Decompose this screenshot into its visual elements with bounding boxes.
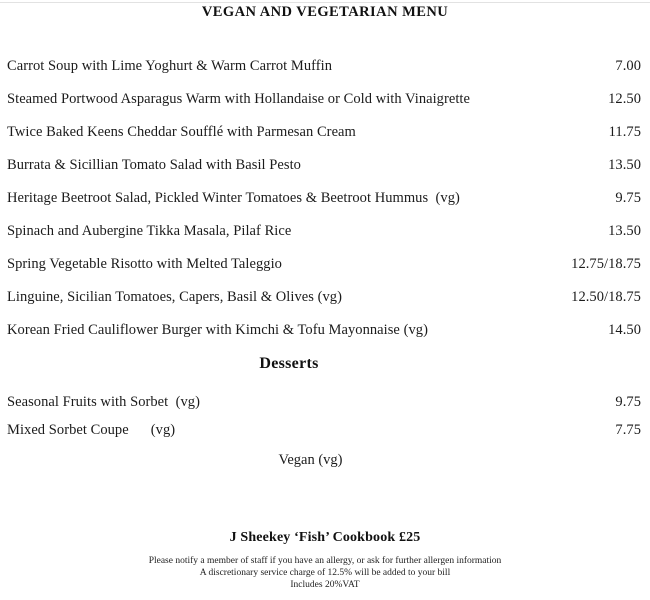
service-charge-note: A discretionary service charge of 12.5% will be added to your bill xyxy=(199,567,451,578)
dish-row xyxy=(7,223,641,256)
dessert-price: 7.75 xyxy=(615,422,641,438)
dessert-list xyxy=(7,394,641,450)
vat-note: Includes 20%VAT xyxy=(290,579,360,590)
dish-price: 14.50 xyxy=(608,322,641,338)
page-title: VEGAN AND VEGETARIAN MENU xyxy=(201,4,449,20)
dessert-price: 9.75 xyxy=(615,394,641,410)
dish-name: Twice Baked Keens Cheddar Soufflé with Parmesan Cream xyxy=(7,124,356,140)
dish-row xyxy=(7,91,641,124)
dish-price: 7.00 xyxy=(615,58,641,74)
dish-name: Heritage Beetroot Salad, Pickled Winter Tomatoes & Beetroot Hummus (vg) xyxy=(7,190,460,206)
dish-row xyxy=(7,124,641,157)
desserts-heading: Desserts xyxy=(259,355,319,372)
dish-list xyxy=(7,58,641,355)
dish-row xyxy=(7,157,641,190)
vegan-legend: Vegan (vg) xyxy=(278,452,343,468)
dish-row xyxy=(7,289,641,322)
footer-notes xyxy=(0,556,650,591)
cookbook-promo: J Sheekey ‘Fish’ Cookbook £25 xyxy=(229,530,421,545)
dessert-name: Seasonal Fruits with Sorbet (vg) xyxy=(7,394,200,410)
dish-row xyxy=(7,322,641,355)
page-top-edge xyxy=(0,2,650,3)
dish-row xyxy=(7,256,641,289)
dish-price: 13.50 xyxy=(608,223,641,239)
dish-price: 9.75 xyxy=(615,190,641,206)
dish-name: Korean Fried Cauliflower Burger with Kimchi & Tofu Mayonnaise (vg) xyxy=(7,322,428,338)
allergy-note: Please notify a member of staff if you have an allergy, or ask for further allergen information xyxy=(148,556,502,566)
dish-name: Spring Vegetable Risotto with Melted Taleggio xyxy=(7,256,282,272)
dish-price: 12.50 xyxy=(608,91,641,107)
dish-name: Linguine, Sicilian Tomatoes, Capers, Basil & Olives (vg) xyxy=(7,289,342,305)
dish-row xyxy=(7,58,641,91)
dish-row xyxy=(7,190,641,223)
dessert-row xyxy=(7,394,641,422)
dish-price: 13.50 xyxy=(608,157,641,173)
dish-name: Burrata & Sicillian Tomato Salad with Basil Pesto xyxy=(7,157,301,173)
dish-name: Spinach and Aubergine Tikka Masala, Pilaf Rice xyxy=(7,223,292,239)
dish-name: Carrot Soup with Lime Yoghurt & Warm Carrot Muffin xyxy=(7,58,333,74)
dish-price: 12.75/18.75 xyxy=(571,256,641,272)
dish-name: Steamed Portwood Asparagus Warm with Hollandaise or Cold with Vinaigrette xyxy=(7,91,470,107)
dish-price: 11.75 xyxy=(608,124,641,140)
dessert-row xyxy=(7,422,641,450)
dish-price: 12.50/18.75 xyxy=(571,289,641,305)
dessert-name: Mixed Sorbet Coupe (vg) xyxy=(7,422,176,438)
